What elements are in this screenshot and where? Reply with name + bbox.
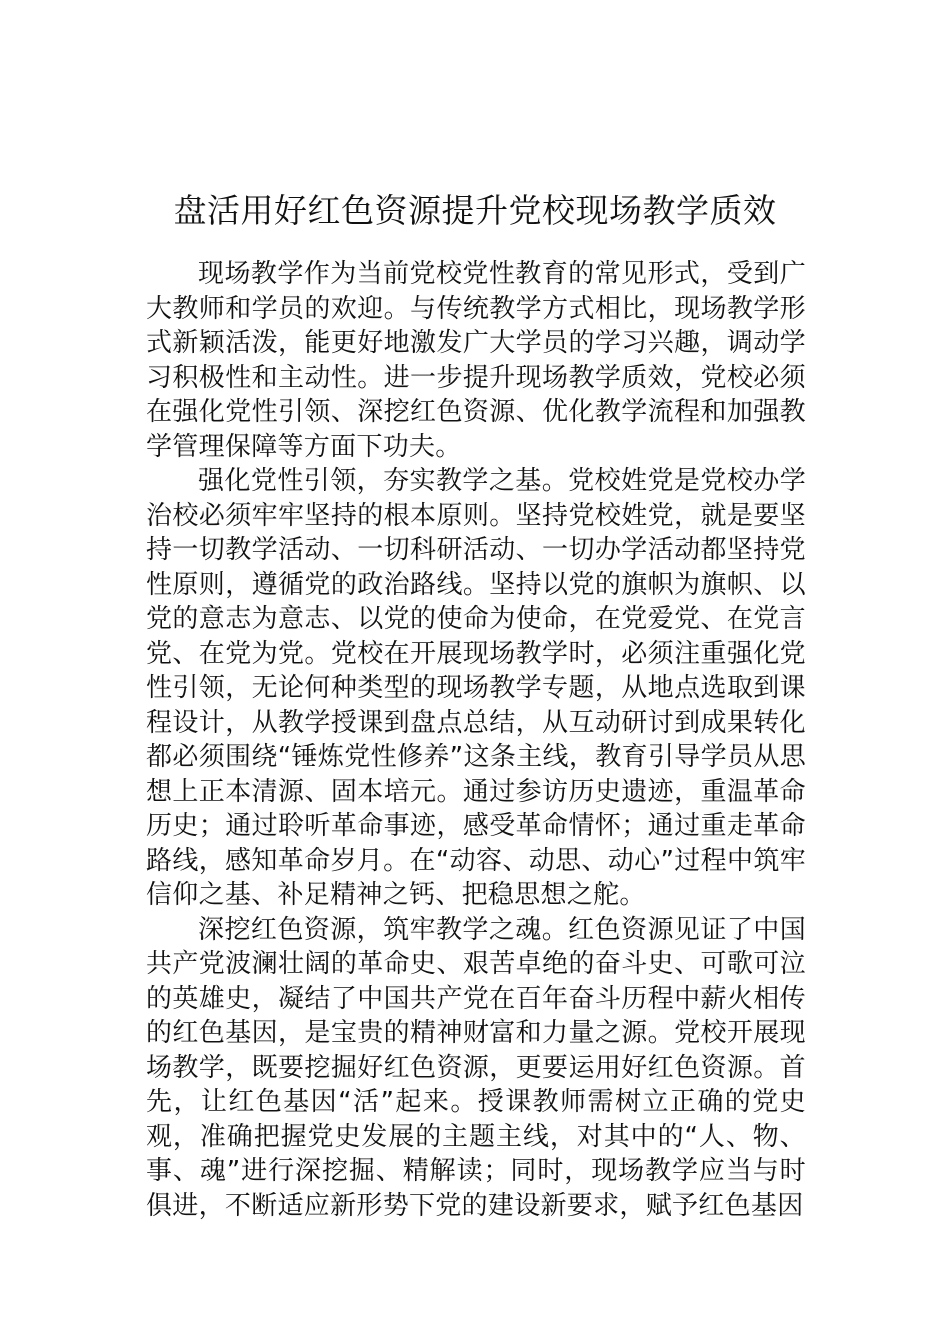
paragraph-red-resources: 深挖红色资源，筑牢教学之魂。红色资源见证了中国共产党波澜壮阔的革命史、艰苦卓绝的奋斗史、可歌可泣的英雄史，凝结了中国共产党在百年奋斗历程中薪火相传的红色基因，是宝贵的精神财富和力量之源。党校开展现场教学，既要挖掘好红色资源，更要运用好红色资源。首先，让红色基因“活”起来。授课教师需树立正确的党史观，准确把握党史发展的主题主线，对其中的“人、物、事、魂”进行深挖掘、精解读；同时，现场教学应当与时俱进，不断适应新形势下党的建设新要求，赋予红色基因 [146, 914, 806, 1221]
paragraph-party-guidance: 强化党性引领，夯实教学之基。党校姓党是党校办学治校必须牢牢坚持的根本原则。坚持党校姓党，就是要坚持一切教学活动、一切科研活动、一切办学活动都坚持党性原则，遵循党的政治路线。坚持以党的旗帜为旗帜、以党的意志为意志、以党的使命为使命，在党爱党、在党言党、在党为党。党校在开展现场教学时，必须注重强化党性引领，无论何种类型的现场教学专题，从地点选取到课程设计，从教学授课到盘点总结，从互动研讨到成果转化都必须围绕“锤炼党性修养”这条主线，教育引导学员从思想上正本清源、固本培元。通过参访历史遗迹，重温革命历史；通过聆听革命事迹，感受革命情怀；通过重走革命路线，感知革命岁月。在“动容、动思、动心”过程中筑牢信仰之基、补足精神之钙、把稳思想之舵。 [146, 466, 806, 910]
document-title: 盘活用好红色资源提升党校现场教学质效 [173, 191, 777, 231]
paragraph-intro: 现场教学作为当前党校党性教育的常见形式，受到广大教师和学员的欢迎。与传统教学方式相比，现场教学形式新颖活泼，能更好地激发广大学员的学习兴趣，调动学习积极性和主动性。进一步提升现场教学质效，党校必须在强化党性引领、深挖红色资源、优化教学流程和加强教学管理保障等方面下功夫。 [146, 259, 806, 462]
document-body [146, 257, 806, 1223]
